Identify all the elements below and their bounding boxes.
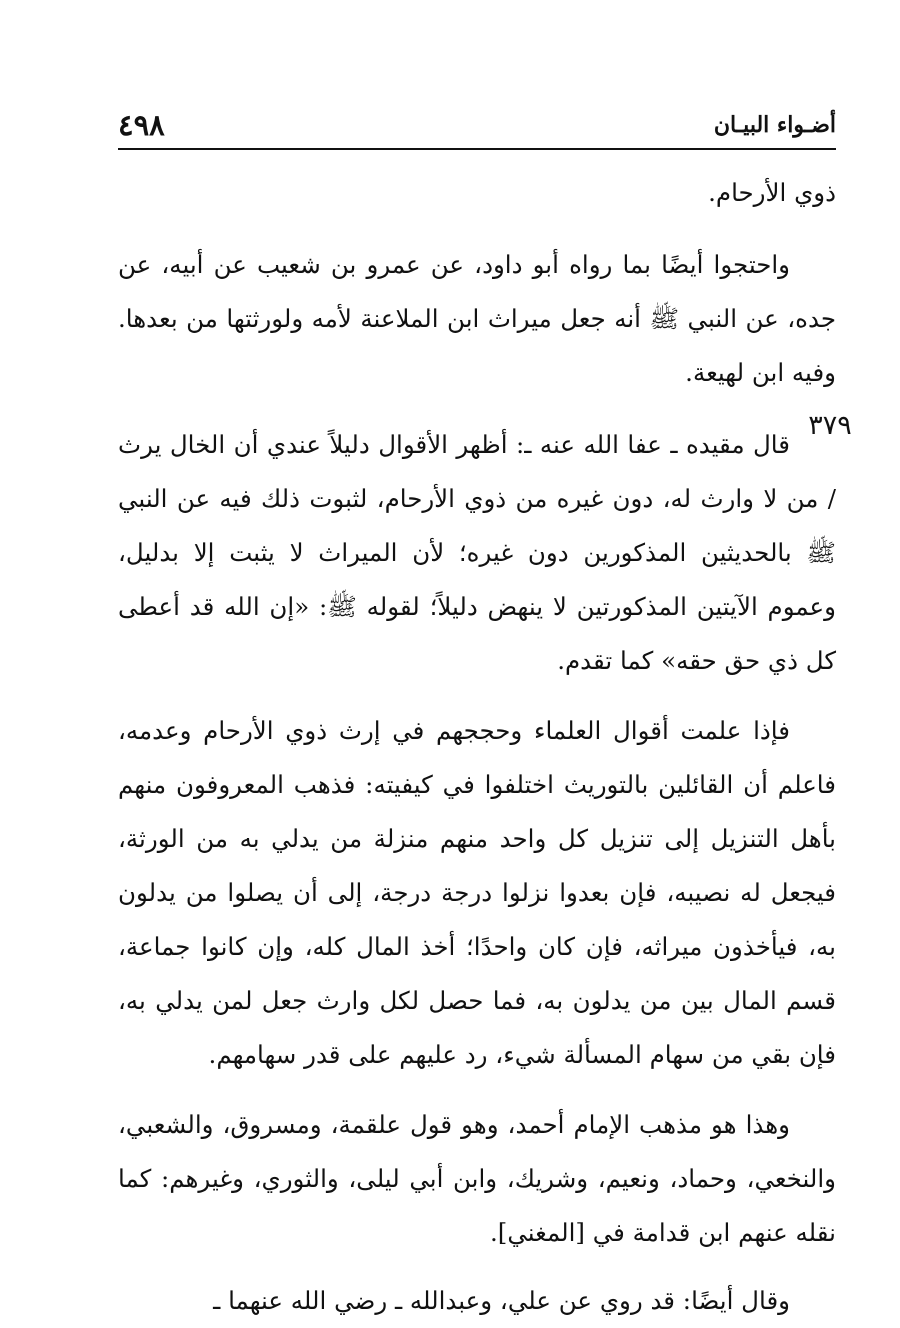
paragraph-6: وقال أيضًا: قد روي عن علي، وعبدالله ـ رضي الله عنهما ـ (213, 1286, 790, 1315)
paragraph-3: قال مقيده ـ عفا الله عنه ـ: أظهر الأقوال دليلاً عندي أن الخال يرث / من لا وارث له، دون غيره من ذوي الأرحام، لثبوت ذلك فيه عن النبي ﷺ بالحديثين المذكورين دون غيره؛ لأن الميراث لا يثبت إلا بدليل، وعموم الآيتين المذكورتين لا ينهض دليلاً؛ لقوله ﷺ: «إن الله قد أعطى كل ذي حق حقه» كما تقدم. (118, 430, 836, 675)
page-body (118, 166, 836, 1328)
margin-page-reference: ٣٧٩ (808, 410, 852, 441)
paragraph-2: واحتجوا أيضًا بما رواه أبو داود، عن عمرو بن شعيب عن أبيه، عن جده، عن النبي ﷺ أنه جعل ميراث ابن الملاعنة لأمه ولورثتها من بعدها. وفيه ابن لهيعة. (118, 250, 836, 387)
header-rule (118, 148, 836, 150)
page-number: ٤٩٨ (118, 108, 165, 142)
page-header (118, 108, 836, 146)
paragraph-1: ذوي الأرحام. (708, 178, 836, 207)
paragraph-5: وهذا هو مذهب الإمام أحمد، وهو قول علقمة، ومسروق، والشعبي، والنخعي، وحماد، ونعيم، وشريك، وابن أبي ليلى، والثوري، وغيرهم: كما نقله عنهم ابن قدامة في [المغني]. (118, 1110, 836, 1247)
paragraph-4: فإذا علمت أقوال العلماء وحججهم في إرث ذوي الأرحام وعدمه، فاعلم أن القائلين بالتوريث اختلفوا في كيفيته: فذهب المعروفون منهم بأهل التنزيل إلى تنزيل كل واحد منهم منزلة من يدلي به من الورثة، فيجعل له نصيبه، فإن بعدوا نزلوا درجة درجة، إلى أن يصلوا من يدلون به، فيأخذون ميراثه، فإن كان واحدًا؛ أخذ المال كله، وإن كانوا جماعة، قسم المال بين من يدلون به، فما حصل لكل وارث جعل لمن يدلي به، فإن بقي من سهام المسألة شيء، رد عليهم على قدر سهامهم. (118, 716, 836, 1069)
book-title: أضـواء البيـان (713, 112, 836, 138)
